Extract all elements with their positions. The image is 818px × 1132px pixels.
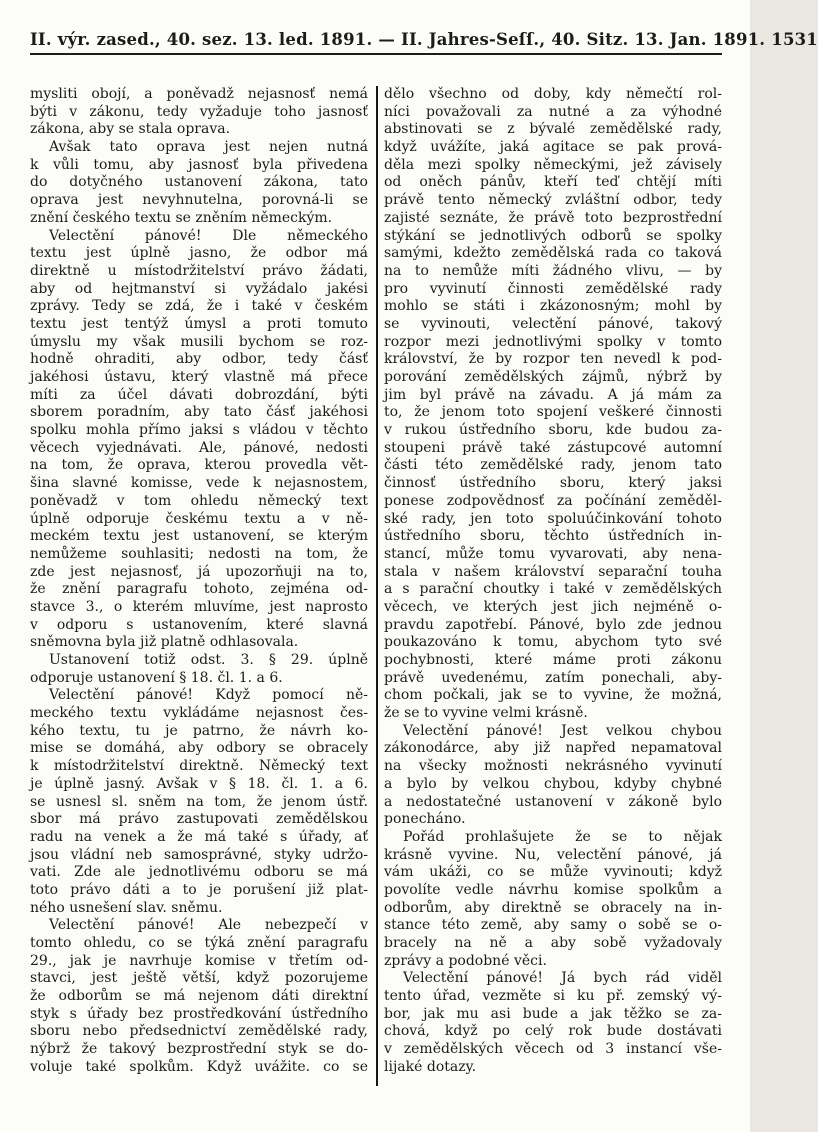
column-left xyxy=(30,86,368,1086)
text-line: spolku mohla přímo jaksi s vládou v těchto xyxy=(30,422,368,439)
text-line: od oněch pánův, kteří teď chtějí míti xyxy=(384,174,722,191)
text-line: poukazováno k tomu, abychom tyto své xyxy=(384,634,722,651)
text-line: zprávy. Tedy se zdá, že i také v českém xyxy=(30,298,368,315)
text-line: styk s úřady bez prostředkování ústředního xyxy=(30,1005,368,1022)
text-line: míti za účel dávati dobrozdání, býti xyxy=(30,386,368,403)
text-columns xyxy=(30,86,722,1086)
text-line: tento úřad, vezměte si ku př. zemský vý- xyxy=(384,988,722,1005)
text-line: stala v našem království separační touha xyxy=(384,563,722,580)
text-line: zde jest nejasnosť, já upozorňuji na to, xyxy=(30,563,368,580)
text-line: rozpor mezi jednotlivými spolky v tomto xyxy=(384,333,722,350)
text-line: děla mezi spolky německými, jež závisely xyxy=(384,156,722,173)
text-line: toto právo dáti a to je porušení již plat- xyxy=(30,881,368,898)
text-line: chom počkali, jak se to vyvine, že možná, xyxy=(384,687,722,704)
text-line: stoupeni právě také zástupcové automní xyxy=(384,439,722,456)
text-line: na tom, že oprava, kterou provedla vět- xyxy=(30,457,368,474)
text-line: a bylo by velkou chybou, kdyby chybné xyxy=(384,775,722,792)
running-header xyxy=(30,30,818,55)
text-line: direktně u místodržitelství právo žádati, xyxy=(30,262,368,279)
text-line: do dotyčného ustanovení zákona, tato xyxy=(30,174,368,191)
text-line: jsou vládní neb samosprávné, styky udržo- xyxy=(30,846,368,863)
column-right xyxy=(384,86,722,1086)
header-title-german: II. Jahres-Seſſ., 40. Sitz. 13. Jan. 1891. xyxy=(401,30,766,49)
text-line: a nedostatečné ustanovení v zákoně bylo xyxy=(384,793,722,810)
text-line: sněmovna byla již platně odhlasovala. xyxy=(30,634,299,651)
text-line: dělo všechno od doby, kdy němečtí rol- xyxy=(384,86,722,102)
text-line: radu na venek a že má také s úřady, ať xyxy=(30,828,368,845)
text-line: že odborům se má nejenom dáti direktní xyxy=(30,988,368,1005)
text-line: a s parační choutky i také v zemědělských xyxy=(384,581,722,598)
text-line: pro vyvinutí činnosti zemědělské rady xyxy=(384,280,722,297)
text-line: sboru nebo předsednictví zemědělské rady, xyxy=(30,1023,368,1040)
text-line: Pořád prohlašujete že se to nějak xyxy=(403,828,722,845)
text-line: voluje také spolkům. Když uvážite. co se xyxy=(30,1058,368,1075)
text-line: ponese zodpovědnosť za počínání zeměděl- xyxy=(384,492,722,509)
text-line: poněvadž v tom ohledu německý text xyxy=(30,492,368,509)
text-line: stavce 3., o kterém mluvíme, jest naprosto xyxy=(30,598,368,615)
text-line: to, že jenom toto spojení veškeré činnosti xyxy=(384,404,722,421)
text-line: pravdu zapotřebí. Pánové, bylo zde jednou xyxy=(384,616,722,633)
text-line: hodně ohraditi, aby odbor, tedy čásť xyxy=(30,351,368,368)
text-line: království, že by rozpor ten nevedl k pod- xyxy=(384,351,722,368)
text-line: věcech, ve kterých jest jich nejméně o- xyxy=(384,598,722,615)
text-line: ponecháno. xyxy=(384,811,466,828)
text-line: 29., jak je navrhuje komise v třetím od- xyxy=(30,952,368,969)
text-line: Ustanovení totiž odst. 3. § 29. úplně xyxy=(49,652,368,668)
text-line: textu jest úplně jasno, že odbor má xyxy=(30,245,368,262)
text-line: úmyslu my však musili bychom se roz- xyxy=(30,333,368,350)
text-line: vati. Zde ale jednotlivému odboru se má xyxy=(30,864,368,881)
text-line: samými, kdežto zemědělská rada co taková xyxy=(384,245,722,262)
text-line: právě uvedenému, zatím ponechali, aby- xyxy=(384,669,722,686)
text-line: odporuje ustanovení § 18. čl. 1. a 6. xyxy=(30,669,283,686)
text-line: mohlo se státi i zkázonosným; mohl by xyxy=(384,298,722,315)
text-line: že znění paragrafu tohoto, zejména od- xyxy=(30,581,368,598)
text-line: že se to vyvine velmi krásně. xyxy=(384,705,588,722)
text-line: zprávy a podobné věci. xyxy=(384,952,547,969)
text-line: vám ukáži, co se může vyvinouti; když xyxy=(384,864,722,881)
text-line: je úplně jasný. Avšak v § 18. čl. 1. a 6. xyxy=(30,775,368,792)
column-divider-rule xyxy=(376,86,378,1086)
text-line: stavci, jest ještě větší, když pozorujeme xyxy=(30,970,368,987)
text-line: stance této země, aby samy o sobě se o- xyxy=(384,917,722,934)
text-line: textu jest tentýž úmysl a proti tomuto xyxy=(30,315,368,332)
text-line: Velectění pánové! Dle německého xyxy=(49,227,368,244)
text-line: zajisté seznáte, že právě toto bezprostřední xyxy=(384,209,722,226)
text-line: povolíte vedle návrhu komise spolkům a xyxy=(384,881,722,898)
text-line: činnosť ústředního sboru, který jaksi xyxy=(384,475,722,492)
text-line: jakéhosi ústavu, který vlastně má přece xyxy=(30,369,368,385)
text-line: ného usnešení slav. sněmu. xyxy=(30,899,223,916)
text-line: nýbrž že takový bezprostřední styk se do- xyxy=(30,1041,368,1058)
text-line: v zemědělských věcech od 3 instancí vše- xyxy=(384,1041,722,1058)
text-line: věcech vyjednávati. Ale, pánové, nedosti xyxy=(30,439,368,456)
text-line: pochybnosti, které máme proti zákonu xyxy=(384,652,722,668)
text-line: jim byl právě na závadu. A já mám za xyxy=(384,386,722,403)
text-line: sbor má právo zastupovati zemědělskou xyxy=(30,811,368,828)
text-line: Velectění pánové! Jest velkou chybou xyxy=(403,722,722,739)
text-line: v odporu s ustanovením, které slavná xyxy=(30,616,368,633)
text-line: bor, jak mu asi bude a jak těžko se za- xyxy=(384,1005,722,1022)
text-line: bracely na ně a aby sobě vyžadovaly xyxy=(384,935,722,951)
text-line: meckého textu vykládáme nejasnost čes- xyxy=(30,705,368,722)
text-line: když uvážíte, jaká agitace se pak prová- xyxy=(384,139,722,156)
text-line: se usnesl sl. sněm na tom, že jenom ústř. xyxy=(30,793,368,810)
text-line: stancí, může tomu vyvarovati, aby nena- xyxy=(384,545,722,562)
text-line: níci považovali za nutné a za výhodné xyxy=(384,103,722,120)
text-line: meckém textu jest ustanovení, se kterým xyxy=(30,528,368,545)
text-line: znění českého textu se zněním německým. xyxy=(30,209,333,226)
text-line: k vůli tomu, aby jasnosť byla přivedena xyxy=(30,156,368,173)
text-line: Velectění pánové! Když pomocí ně- xyxy=(49,687,368,704)
text-line: Avšak tato oprava jest nejen nutná xyxy=(49,139,368,156)
text-line: tomto ohledu, co se týká znění paragrafu xyxy=(30,935,368,951)
text-line: porování zemědělských zájmů, nýbrž by xyxy=(384,369,722,385)
text-line: ské rady, jen toto spoluúčinkování tohoto xyxy=(384,510,722,527)
text-line: abstinovati se z bývalé zemědělské rady, xyxy=(384,121,722,138)
text-line: v rukou ústředního sboru, kde budou za- xyxy=(384,422,722,439)
text-line: Velectění pánové! Já bych rád viděl xyxy=(403,970,722,987)
text-line: lijaké dotazy. xyxy=(384,1058,477,1075)
text-line: na to nemůže míti žádného vlivu, — by xyxy=(384,262,722,279)
text-line: kého textu, tu je patrno, že návrh ko- xyxy=(30,722,368,739)
text-line: odborům, aby direktně se obracely na in- xyxy=(384,899,722,916)
text-line: se vyvinouti, velectění pánové, takový xyxy=(384,315,722,332)
text-line: šina slavné komisse, vede k nejasnostem, xyxy=(30,475,368,492)
text-line: aby od hejtmanství si vyžádalo jakési xyxy=(30,280,368,297)
text-line: ústředního sboru, těchto ústředních in- xyxy=(384,528,722,545)
text-line: nemůžeme souhlasiti; nedosti na tom, že xyxy=(30,545,368,562)
text-line: oprava jest nevyhnutelna, porovná-li se xyxy=(30,192,368,209)
text-line: stýkání se jednotlivých odborů se spolky xyxy=(384,227,722,244)
text-line: krásně vyvine. Nu, velectění pánové, já xyxy=(384,846,722,863)
page-number: 1531 xyxy=(771,30,818,49)
text-line: zákona, aby se stala oprava. xyxy=(30,121,231,138)
text-line: na všecky možnosti nekrásného vyvinutí xyxy=(384,758,722,775)
text-line: k místodržitelství direktně. Německý text xyxy=(30,758,368,775)
text-line: Velectění pánové! Ale nebezpečí v xyxy=(49,917,368,934)
text-line: sborem poradním, aby tato čásť jakéhosi xyxy=(30,404,368,421)
text-line: části této zemědělské rady, jenom tato xyxy=(384,457,722,474)
text-line: mise se domáhá, aby odbory se obracely xyxy=(30,740,368,757)
text-line: zákonodárce, aby již napřed nepamatoval xyxy=(384,740,722,757)
text-line: býti v zákonu, tedy vyžaduje toho jasnosť xyxy=(30,103,368,120)
text-line: úplně odporuje českému textu a v ně- xyxy=(30,510,368,527)
text-line: právě tento německý zvláštní odbor, tedy xyxy=(384,192,722,209)
text-line: chová, když po celý rok bude dostávati xyxy=(384,1023,722,1040)
header-title-czech: II. výr. zased., 40. sez. 13. led. 1891. — xyxy=(30,30,396,49)
text-line: mysliti obojí, a poněvadž nejasnosť nemá xyxy=(30,86,368,102)
